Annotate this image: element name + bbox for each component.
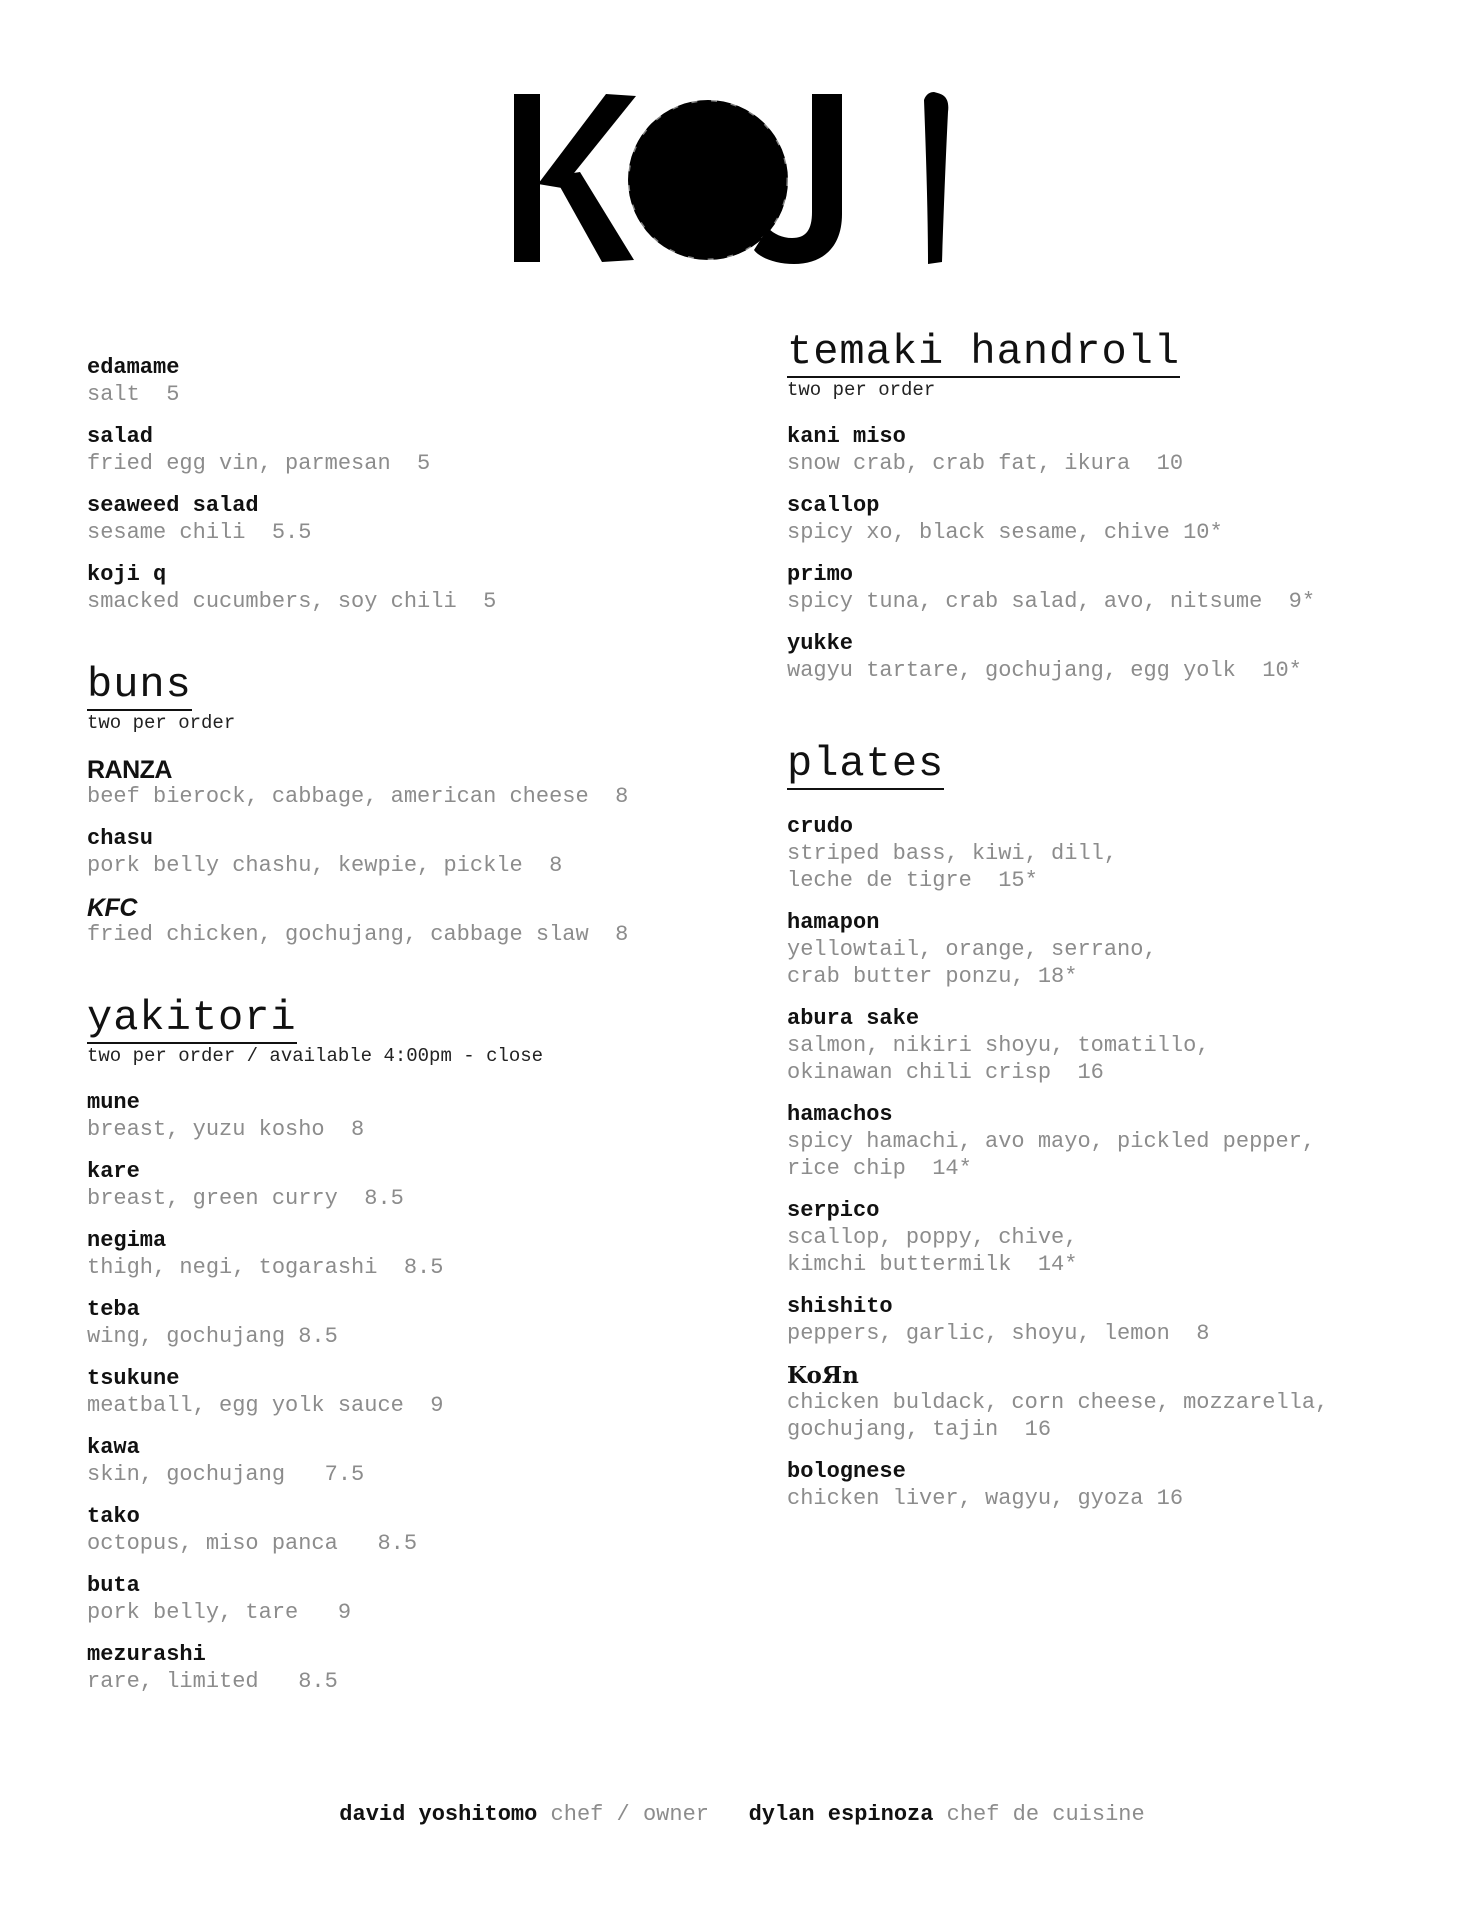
item-name: chasu <box>87 826 154 851</box>
menu-item <box>87 1504 727 1557</box>
menu-item <box>787 910 1467 990</box>
menu-item <box>87 424 727 477</box>
plates-section <box>787 742 1467 1512</box>
item-desc: fried egg vin, parmesan 5 <box>87 451 431 476</box>
item-name: shishito <box>787 1294 893 1319</box>
menu-item <box>87 1228 727 1281</box>
item-desc: pork belly chashu, kewpie, pickle 8 <box>87 853 563 878</box>
item-desc: wagyu tartare, gochujang, egg yolk 10* <box>787 658 1302 683</box>
item-desc: pork belly, tare 9 <box>87 1600 352 1625</box>
menu-item <box>87 355 727 408</box>
item-desc: breast, green curry 8.5 <box>87 1186 404 1211</box>
item-name: RANZA <box>87 756 172 784</box>
item-name: mezurashi <box>87 1642 206 1667</box>
section-heading: yakitori <box>87 994 297 1042</box>
item-name: buta <box>87 1573 140 1598</box>
item-name: KoЯn <box>787 1362 859 1389</box>
item-name: serpico <box>787 1198 880 1223</box>
item-desc: striped bass, kiwi, dill, <box>787 841 1118 866</box>
menu-item <box>87 1435 727 1488</box>
item-name: hamapon <box>787 910 880 935</box>
item-name: scallop <box>787 493 880 518</box>
menu-item <box>87 1366 727 1419</box>
right-column <box>787 330 1467 1528</box>
item-name: kare <box>87 1159 140 1184</box>
item-desc: salt 5 <box>87 382 180 407</box>
item-name: salad <box>87 424 154 449</box>
menu-item <box>787 1102 1467 1182</box>
item-desc: wing, gochujang 8.5 <box>87 1324 338 1349</box>
item-name: kawa <box>87 1435 140 1460</box>
menu-item <box>787 1294 1467 1347</box>
koji-logo <box>510 88 990 268</box>
item-desc: okinawan chili crisp 16 <box>787 1060 1104 1085</box>
item-desc: spicy xo, black sesame, chive 10* <box>787 520 1223 545</box>
menu-item <box>87 1642 727 1695</box>
section-heading: plates <box>787 740 945 788</box>
item-desc: gochujang, tajin 16 <box>787 1417 1052 1442</box>
item-name: primo <box>787 562 854 587</box>
section-subtitle: two per order / available 4:00pm - close <box>87 1045 544 1067</box>
item-desc: spicy hamachi, avo mayo, pickled pepper, <box>787 1129 1316 1154</box>
menu-item <box>87 562 727 615</box>
yakitori-section <box>87 996 727 1695</box>
item-desc: snow crab, crab fat, ikura 10 <box>787 451 1184 476</box>
menu-item <box>87 1159 727 1212</box>
item-desc: spicy tuna, crab salad, avo, nitsume 9* <box>787 589 1316 614</box>
item-name: bolognese <box>787 1459 906 1484</box>
item-desc: beef bierock, cabbage, american cheese 8 <box>87 784 629 809</box>
menu-item <box>87 1297 727 1350</box>
item-desc: salmon, nikiri shoyu, tomatillo, <box>787 1033 1210 1058</box>
menu-item <box>787 631 1467 684</box>
item-name: kani miso <box>787 424 906 449</box>
item-desc: crab butter ponzu, 18* <box>787 964 1078 989</box>
item-name: abura sake <box>787 1006 920 1031</box>
menu-item <box>87 895 727 948</box>
item-desc: breast, yuzu kosho 8 <box>87 1117 365 1142</box>
chef-credits <box>0 1802 1484 1827</box>
item-desc: leche de tigre 15* <box>787 868 1038 893</box>
item-name: negima <box>87 1228 167 1253</box>
menu-item <box>787 1006 1467 1086</box>
chef-name: david yoshitomo <box>339 1802 538 1827</box>
item-desc: kimchi buttermilk 14* <box>787 1252 1078 1277</box>
menu-item <box>87 826 727 879</box>
temaki-section <box>787 330 1467 684</box>
menu-item <box>787 1198 1467 1278</box>
item-desc: thigh, negi, togarashi 8.5 <box>87 1255 444 1280</box>
starters-section <box>87 355 727 615</box>
item-desc: skin, gochujang 7.5 <box>87 1462 365 1487</box>
item-desc: sesame chili 5.5 <box>87 520 312 545</box>
menu-item <box>87 1090 727 1143</box>
chef-role: chef de cuisine <box>946 1802 1145 1827</box>
item-desc: peppers, garlic, shoyu, lemon 8 <box>787 1321 1210 1346</box>
item-desc: scallop, poppy, chive, <box>787 1225 1078 1250</box>
item-name: KFC <box>87 894 137 922</box>
item-name: teba <box>87 1297 140 1322</box>
item-name: yukke <box>787 631 854 656</box>
menu-item <box>787 424 1467 477</box>
item-desc: chicken liver, wagyu, gyoza 16 <box>787 1486 1184 1511</box>
menu-item <box>787 493 1467 546</box>
item-desc: smacked cucumbers, soy chili 5 <box>87 589 497 614</box>
menu-item <box>787 814 1467 894</box>
menu-item <box>87 493 727 546</box>
chef-role: chef / owner <box>550 1802 709 1827</box>
menu-item <box>87 1573 727 1626</box>
left-column <box>87 355 727 1711</box>
item-name: edamame <box>87 355 180 380</box>
item-desc: octopus, miso panca 8.5 <box>87 1531 418 1556</box>
item-name: seaweed salad <box>87 493 259 518</box>
item-desc: meatball, egg yolk sauce 9 <box>87 1393 444 1418</box>
menu-item <box>787 1459 1467 1512</box>
item-name: tako <box>87 1504 140 1529</box>
menu-item <box>787 1363 1467 1443</box>
menu-item <box>87 757 727 810</box>
section-subtitle: two per order <box>787 379 936 401</box>
item-desc: fried chicken, gochujang, cabbage slaw 8 <box>87 922 629 947</box>
item-name: koji q <box>87 562 167 587</box>
chef-name: dylan espinoza <box>748 1802 934 1827</box>
item-desc: rare, limited 8.5 <box>87 1669 338 1694</box>
section-heading: temaki handroll <box>787 328 1181 376</box>
item-name: crudo <box>787 814 854 839</box>
item-desc: chicken buldack, corn cheese, mozzarella, <box>787 1390 1329 1415</box>
item-desc: yellowtail, orange, serrano, <box>787 937 1157 962</box>
item-name: mune <box>87 1090 140 1115</box>
section-subtitle: two per order <box>87 712 236 734</box>
menu-item <box>787 562 1467 615</box>
buns-section <box>87 663 727 948</box>
item-desc: rice chip 14* <box>787 1156 972 1181</box>
item-name: tsukune <box>87 1366 180 1391</box>
item-name: hamachos <box>787 1102 893 1127</box>
section-heading: buns <box>87 661 192 709</box>
